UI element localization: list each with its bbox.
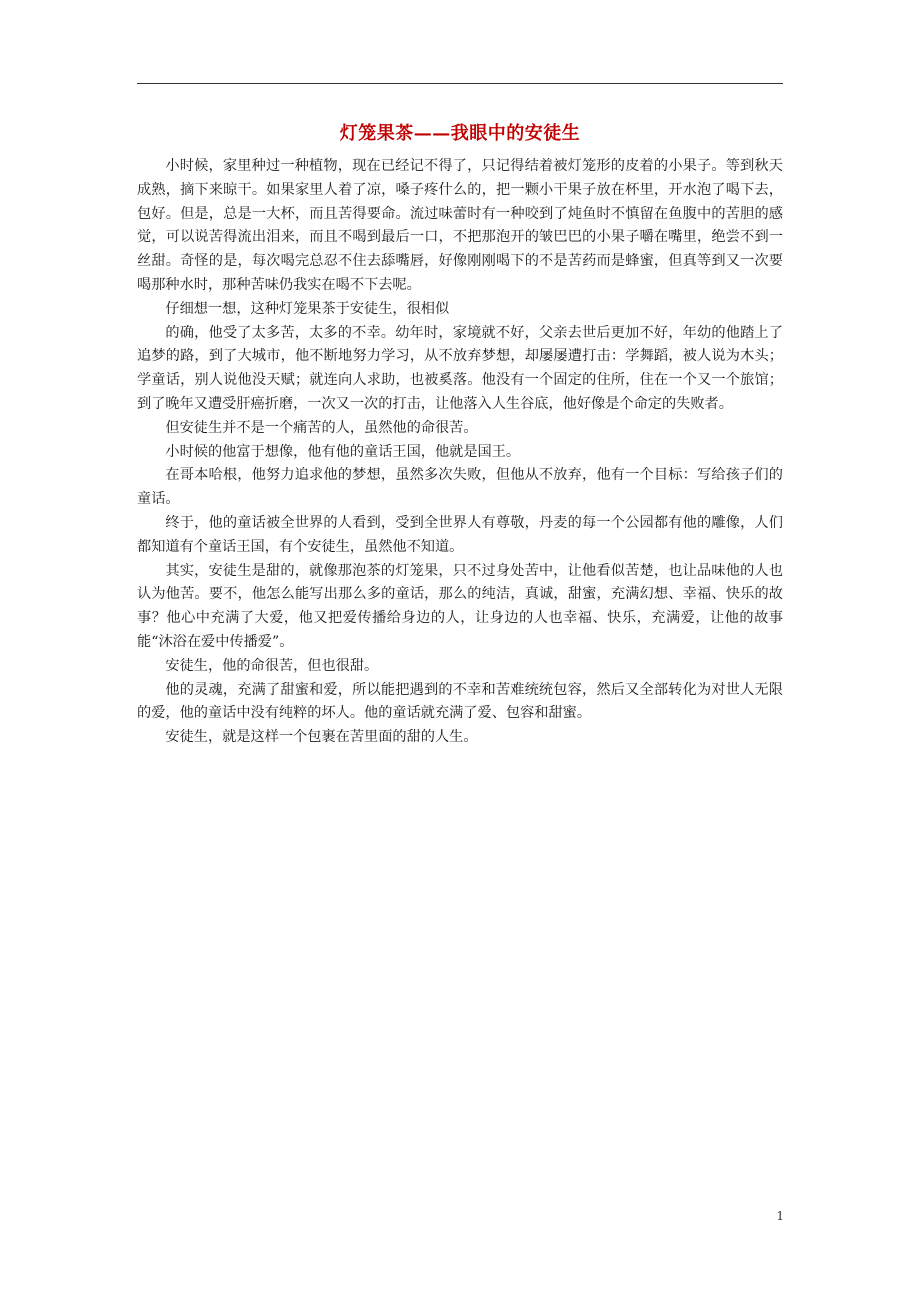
article-body	[137, 155, 783, 750]
page-title: 灯笼果茶——我眼中的安徒生	[339, 123, 581, 144]
paragraph: 终于，他的童话被全世界的人看到，受到全世界人有尊敬，丹麦的每一个公园都有他的雕像，人们都知道有个童话王国，有个安徒生，虽然他不知道。	[137, 514, 783, 555]
page-number: 1	[776, 1209, 784, 1223]
paragraph: 小时候的他富于想像，他有他的童话王国，他就是国王。	[165, 443, 521, 460]
paragraph: 但安徒生并不是一个痛苦的人，虽然他的命很苦。	[165, 419, 478, 436]
paragraph: 小时候，家里种过一种植物，现在已经记不得了，只记得结着被灯笼形的皮着的小果子。等到秋天成熟，摘下来晾干。如果家里人着了凉，嗓子疼什么的，把一颗小干果子放在杯里，开水泡了喝下去，包好。但是，总是一大杯，而且苦得要命。流过味蕾时有一种咬到了炖鱼时不慎留在鱼腹中的苦胆的感觉，可以说苦得流出泪来，而且不喝到最后一口，不把那泡开的皱巴巴的小果子嚼在嘴里，绝尝不到一丝甜。奇怪的是，每次喝完总忍不住去舔嘴唇，好像刚刚喝下的不是苦药而是蜂蜜，但真等到又一次要喝那种水时，那种苦味仍我实在喝不下去呢。	[137, 158, 783, 293]
paragraph: 他的灵魂，充满了甜蜜和爱，所以能把遇到的不幸和苦难统统包容，然后又全部转化为对世人无限的爱，他的童话中没有纯粹的坏人。他的童话就充满了爱、包容和甜蜜。	[137, 681, 783, 722]
paragraph: 其实，安徒生是甜的，就像那泡茶的灯笼果，只不过身处苦中，让他看似苦楚，也让品味他的人也认为他苦。要不，他怎么能写出那么多的童话，那么的纯洁，真诚，甜蜜，充满幻想、幸福、快乐的故事？他心中充满了大爱，他又把爱传播给身边的人，让身边的人也幸福、快乐，充满爱，让他的故事能“沐浴在爱中传播爱”。	[137, 562, 783, 650]
paragraph: 安徒生，就是这样一个包裹在苦里面的甜的人生。	[165, 729, 478, 746]
paragraph: 安徒生，他的命很苦，但也很甜。	[165, 657, 379, 674]
paragraph: 仔细想一想，这种灯笼果茶于安徒生，很相似	[165, 300, 450, 317]
paragraph: 在哥本哈根，他努力追求他的梦想，虽然多次失败，但他从不放弃，他有一个目标：写给孩子们的童话。	[137, 467, 783, 508]
header-rule	[137, 83, 783, 84]
paragraph: 的确，他受了太多苦，太多的不幸。幼年时，家境就不好，父亲去世后更加不好，年幼的他踏上了追梦的路，到了大城市，他不断地努力学习，从不放弃梦想，却屡屡遭打击：学舞蹈，被人说为木头；学童话，别人说他没天赋；就连向人求助，也被奚落。他没有一个固定的住所，住在一个又一个旅馆；到了晚年又遭受肝癌折磨，一次又一次的打击，让他落入人生谷底，他好像是个命定的失败者。	[137, 324, 783, 412]
